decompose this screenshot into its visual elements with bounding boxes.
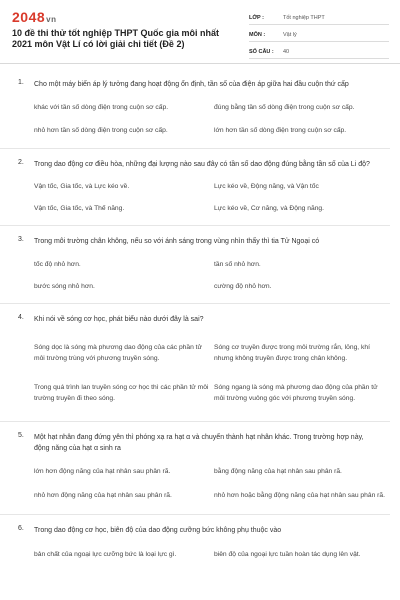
meta-value: Tốt nghiệp THPT bbox=[283, 14, 325, 21]
answer-option[interactable]: Vận tốc, Gia tốc, và Lực kéo về. bbox=[34, 182, 130, 190]
question-item bbox=[0, 79, 390, 142]
question-divider bbox=[0, 148, 390, 149]
question-text: Trong môi trường chân không, nếu so với ánh sáng trong vùng nhìn thấy thì tia Tử Ngoại có bbox=[34, 238, 320, 245]
answer-option[interactable]: nhỏ hơn động năng của hạt nhân sau phân rã. bbox=[34, 491, 172, 499]
answer-option[interactable]: nhỏ hơn tần số dòng điện trong cuộn sơ cấp. bbox=[34, 126, 168, 134]
answer-option[interactable]: Trong quá trình lan truyền sóng cơ học thì các phần tử môi trường truyền đi theo sóng. bbox=[34, 384, 209, 402]
answer-option[interactable]: Sóng ngang là sóng mà phương dao động của phần tử môi trường vuông góc với phương truyền sóng. bbox=[214, 384, 378, 402]
answer-options bbox=[34, 96, 390, 142]
question-divider bbox=[0, 421, 390, 422]
question-item bbox=[0, 236, 390, 297]
answer-option[interactable]: Lực kéo về, Cơ năng, và Động năng. bbox=[214, 204, 324, 212]
question-number: 5. bbox=[18, 432, 24, 439]
answer-option[interactable]: Vận tốc, Gia tốc, và Thế năng. bbox=[34, 204, 125, 212]
meta-row-count bbox=[249, 45, 389, 59]
logo-text: 2048 bbox=[12, 9, 46, 25]
answer-option[interactable]: cường độ nhỏ hơn. bbox=[214, 282, 272, 290]
question-text: Cho một máy biến áp lý tưởng đang hoạt động ổn định, tần số của điện áp giữa hai đầu cuộn thứ cấp bbox=[34, 81, 349, 88]
question-number: 3. bbox=[18, 236, 24, 243]
answer-option[interactable]: bước sóng nhỏ hơn. bbox=[34, 282, 95, 290]
answer-options bbox=[34, 542, 390, 566]
question-divider bbox=[0, 225, 390, 226]
meta-key: SỐ CÂU : bbox=[249, 48, 274, 55]
answer-option[interactable]: lớn hơn tần số dòng điện trong cuộn sơ cấp. bbox=[214, 126, 347, 134]
answer-option[interactable]: đúng bằng tần số dòng điện trong cuộn sơ cấp. bbox=[214, 103, 355, 111]
question-text: Một hạt nhân đang đứng yên thì phóng xạ ra hạt α và chuyển thành hạt nhân khác. Trong trường hợp này, động năng của hạt α sinh ra bbox=[34, 434, 364, 452]
question-text: Trong dao động cơ học, biên độ của dao động cưỡng bức không phụ thuộc vào bbox=[34, 527, 282, 534]
question-divider bbox=[0, 303, 390, 304]
meta-value: Vật lý bbox=[283, 31, 297, 38]
exam-meta bbox=[249, 11, 389, 62]
question-item bbox=[0, 432, 390, 508]
answer-options bbox=[34, 333, 390, 413]
answer-option[interactable]: tần số nhỏ hơn. bbox=[214, 260, 261, 268]
answer-option[interactable]: Sóng cơ truyền được trong môi trường rắn, lỏng, khí nhưng không truyền được trong chân không. bbox=[214, 344, 370, 362]
question-text: Khi nói về sóng cơ học, phát biểu nào dưới đây là sai? bbox=[34, 316, 204, 323]
answer-options bbox=[34, 460, 390, 508]
answer-option[interactable]: biên độ của ngoại lực tuần hoàn tác dụng lên vật. bbox=[214, 550, 361, 558]
question-item bbox=[0, 159, 390, 219]
question-item bbox=[0, 314, 390, 413]
meta-row-class bbox=[249, 11, 389, 25]
question-number: 6. bbox=[18, 525, 24, 532]
answer-option[interactable]: lớn hơn động năng của hạt nhân sau phân rã. bbox=[34, 467, 171, 475]
answer-option[interactable]: bản chất của ngoại lực cưỡng bức là loại lực gì. bbox=[34, 550, 177, 558]
answer-option[interactable]: khác với tần số dòng điện trong cuộn sơ cấp. bbox=[34, 103, 169, 111]
question-number: 4. bbox=[18, 314, 24, 321]
answer-options bbox=[34, 253, 390, 297]
logo[interactable] bbox=[12, 9, 57, 25]
answer-option[interactable]: Lực kéo về, Động năng, và Vận tốc bbox=[214, 182, 319, 190]
answer-option[interactable]: bằng động năng của hạt nhân sau phân rã. bbox=[214, 467, 342, 475]
question-text: Trong dao động cơ điều hòa, những đại lượng nào sau đây có tần số dao động đúng bằng tần số của Li độ? bbox=[34, 161, 370, 168]
answer-option[interactable]: Sóng dọc là sóng mà phương dao động của các phần tử môi trường trùng với phương truyền sóng. bbox=[34, 344, 203, 362]
meta-key: LỚP : bbox=[249, 14, 264, 21]
answer-options bbox=[34, 175, 390, 219]
question-number: 2. bbox=[18, 159, 24, 166]
exam-title: 10 đề thi thử tốt nghiệp THPT Quốc gia môi nhất 2021 môn Vật Lí có lời giải chi tiết (Đề 2) bbox=[12, 28, 220, 49]
question-list bbox=[0, 79, 400, 566]
logo-suffix: vn bbox=[46, 15, 57, 24]
meta-key: MÔN : bbox=[249, 31, 266, 38]
answer-option[interactable]: tốc độ nhỏ hơn. bbox=[34, 260, 81, 268]
answer-option[interactable]: nhỏ hơn hoặc bằng động năng của hạt nhân sau phân rã. bbox=[214, 491, 385, 499]
meta-value: 40 bbox=[283, 48, 290, 55]
question-number: 1. bbox=[18, 79, 24, 86]
question-item bbox=[0, 525, 390, 566]
question-divider bbox=[0, 514, 390, 515]
page-header bbox=[0, 0, 400, 64]
meta-row-subject bbox=[249, 28, 389, 42]
